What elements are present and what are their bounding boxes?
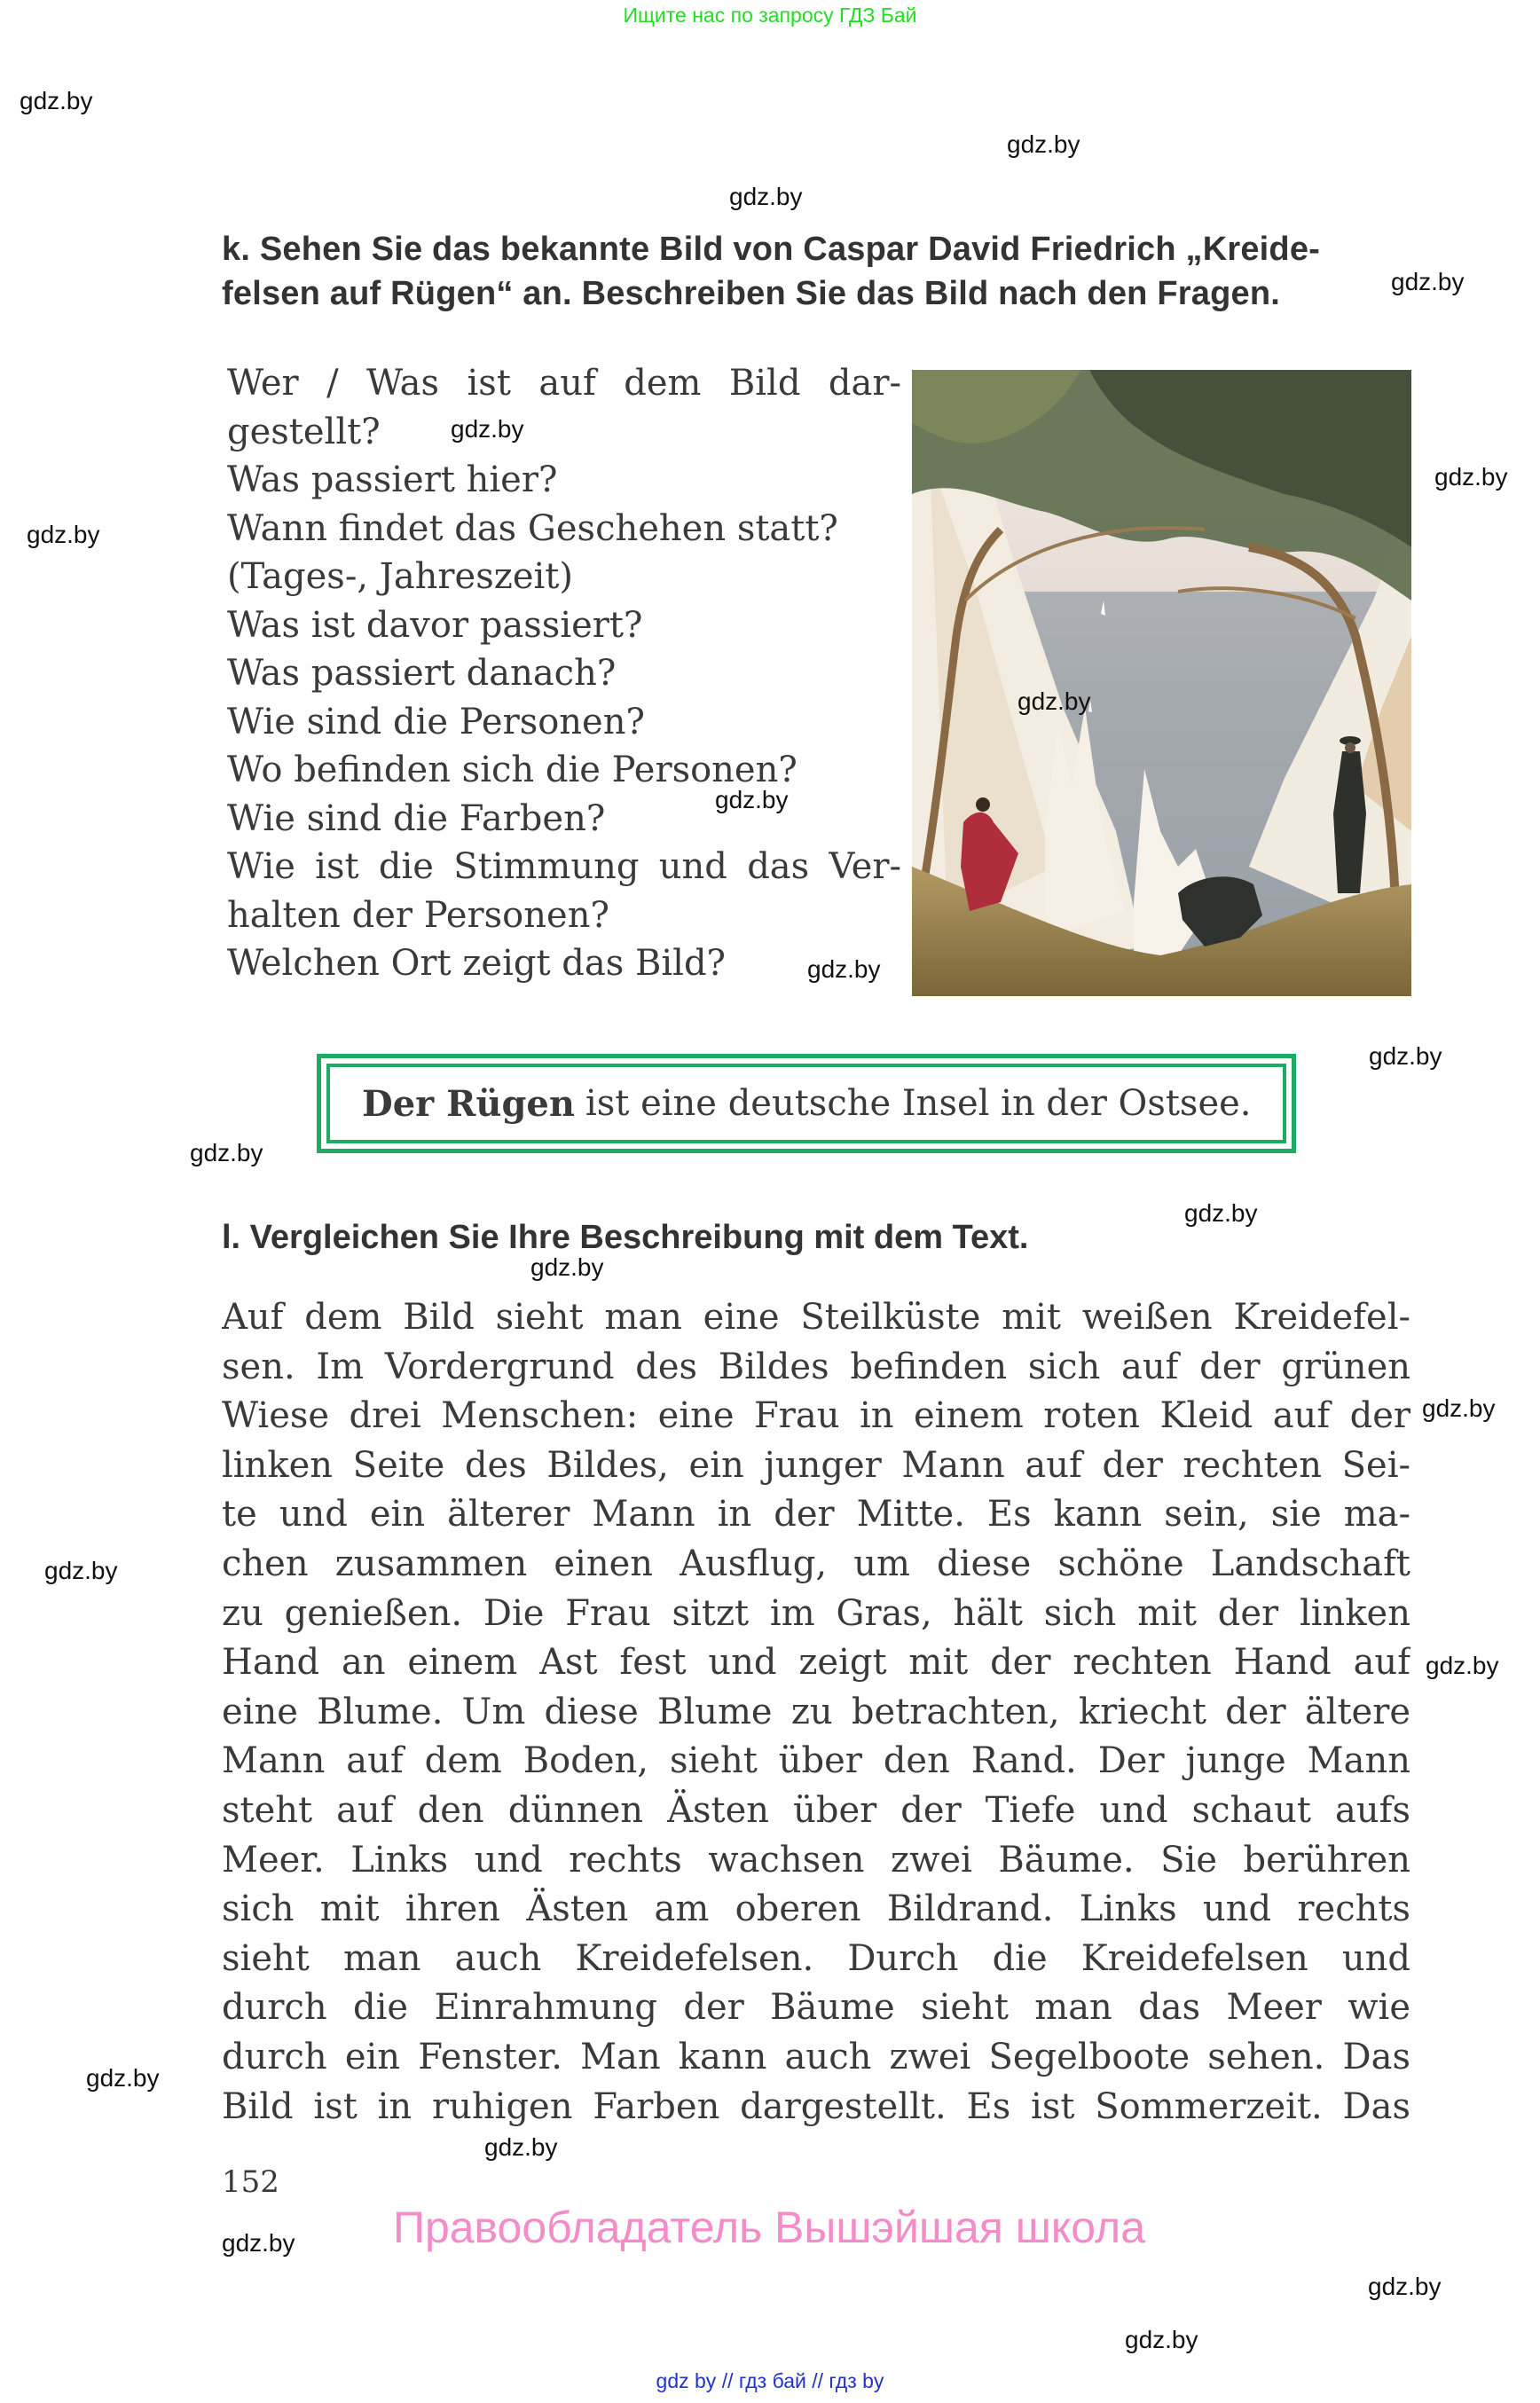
page-number: 152 xyxy=(222,2164,279,2200)
watermark: gdz.by xyxy=(451,415,524,443)
watermark: gdz.by xyxy=(715,786,789,813)
reading-line: chen zusammen einen Ausflug, um diese schöne Landschaft xyxy=(222,1543,1410,1584)
reading-line: Bild ist in ruhigen Farben dargestellt. Es ist Sommerzeit. Das xyxy=(222,2085,1410,2127)
watermark: gdz.by xyxy=(1007,130,1080,158)
question-line: Was passiert hier? xyxy=(227,459,558,500)
reading-line: sich mit ihren Ästen am oberen Bildrand. Links und rechts xyxy=(222,1889,1410,1930)
watermark: gdz.by xyxy=(1391,268,1465,295)
painting-image xyxy=(912,370,1411,996)
question-line: Welchen Ort zeigt das Bild? xyxy=(227,943,726,984)
question-line: Was ist davor passiert? xyxy=(227,604,643,646)
footer-links[interactable]: gdz by // гдз бай // гдз by xyxy=(656,2369,884,2392)
question-line: Wo befinden sich die Personen? xyxy=(227,750,798,790)
question-line: gestellt? xyxy=(227,411,381,452)
watermark: gdz.by xyxy=(86,2064,160,2092)
question-line: Wer / Was ist auf dem Bild dar- xyxy=(227,363,901,404)
watermark: gdz.by xyxy=(1369,1042,1442,1070)
reading-line: Meer. Links und rechts wachsen zwei Bäume. Sie berühren xyxy=(222,1839,1410,1881)
task-k-title xyxy=(222,227,1428,316)
task-k-line-1: k. Sehen Sie das bekannte Bild von Caspar David Friedrich „Kreide- xyxy=(222,231,1321,268)
info-box-inner xyxy=(326,1064,1286,1143)
question-line: (Tages-, Jahreszeit) xyxy=(227,556,573,597)
reading-line: Auf dem Bild sieht man eine Steilküste mit weißen Kreidefel- xyxy=(222,1297,1410,1338)
watermark: gdz.by xyxy=(729,183,803,210)
task-k-line-2: felsen auf Rügen“ an. Beschreiben Sie das Bild nach den Fragen. xyxy=(222,275,1280,312)
reading-line: Hand an einem Ast fest und zeigt mit der rechten Hand auf xyxy=(222,1642,1410,1684)
watermark: gdz.by xyxy=(530,1253,604,1281)
info-box xyxy=(317,1054,1296,1153)
watermark: gdz.by xyxy=(1434,463,1508,491)
watermark: gdz.by xyxy=(807,955,881,983)
question-line: Wie ist die Stimmung und das Ver- xyxy=(227,846,901,887)
watermark: gdz.by xyxy=(44,1557,118,1584)
reading-line: sieht man auch Kreidefelsen. Durch die Kreidefelsen und xyxy=(222,1937,1410,1979)
reading-line: durch die Einrahmung der Bäume sieht man das Meer wie xyxy=(222,1987,1410,2029)
reading-line: steht auf den dünnen Ästen über der Tiefe und schaut aufs xyxy=(222,1789,1410,1831)
reading-line: sen. Im Vordergrund des Bildes befinden sich auf der grünen xyxy=(222,1346,1410,1387)
painting-kreidefelsen-auf-ruegen xyxy=(912,370,1411,996)
reading-line: te und ein älterer Mann in der Mitte. Es kann sein, sie ma- xyxy=(222,1494,1410,1535)
watermark: gdz.by xyxy=(1184,1199,1258,1227)
watermark: gdz.by xyxy=(190,1139,263,1166)
watermark: gdz.by xyxy=(1125,2326,1198,2353)
copyright-notice: Правообладатель Вышэйшая школа xyxy=(393,2203,1145,2252)
task-l-title: l. Vergleichen Sie Ihre Beschreibung mit dem Text. xyxy=(222,1219,1029,1256)
watermark: gdz.by xyxy=(1426,1652,1499,1679)
watermark: gdz.by xyxy=(27,521,100,548)
top-banner: Ищите нас по запросу ГДЗ Бай xyxy=(623,4,917,27)
question-line: Wie sind die Personen? xyxy=(227,701,645,742)
info-box-term: Der Rügen xyxy=(362,1082,575,1125)
watermark: gdz.by xyxy=(222,2229,295,2257)
reading-line: Wiese drei Menschen: eine Frau in einem roten Kleid auf der xyxy=(222,1395,1410,1437)
reading-line: eine Blume. Um diese Blume zu betrachten, kriecht der ältere xyxy=(222,1691,1410,1732)
question-line: Wie sind die Farben? xyxy=(227,797,606,839)
info-box-definition: ist eine deutsche Insel in der Ostsee. xyxy=(585,1083,1252,1124)
watermark: gdz.by xyxy=(20,87,93,114)
question-line: Wann findet das Geschehen statt? xyxy=(227,507,838,549)
question-line: halten der Personen? xyxy=(227,894,609,936)
reading-line: Mann auf dem Boden, sieht über den Rand. Der junge Mann xyxy=(222,1740,1410,1782)
watermark: gdz.by xyxy=(1422,1394,1496,1422)
watermark: gdz.by xyxy=(1018,687,1091,715)
question-line: Was passiert danach? xyxy=(227,653,617,694)
watermark: gdz.by xyxy=(484,2133,558,2161)
reading-line: durch ein Fenster. Man kann auch zwei Segelboote sehen. Das xyxy=(222,2036,1410,2077)
watermark: gdz.by xyxy=(1368,2273,1442,2300)
question-list xyxy=(227,359,901,988)
reading-line: zu genießen. Die Frau sitzt im Gras, hält sich mit der linken xyxy=(222,1592,1410,1634)
reading-text xyxy=(222,1293,1410,2132)
reading-line: linken Seite des Bildes, ein junger Mann auf der rechten Sei- xyxy=(222,1444,1410,1486)
